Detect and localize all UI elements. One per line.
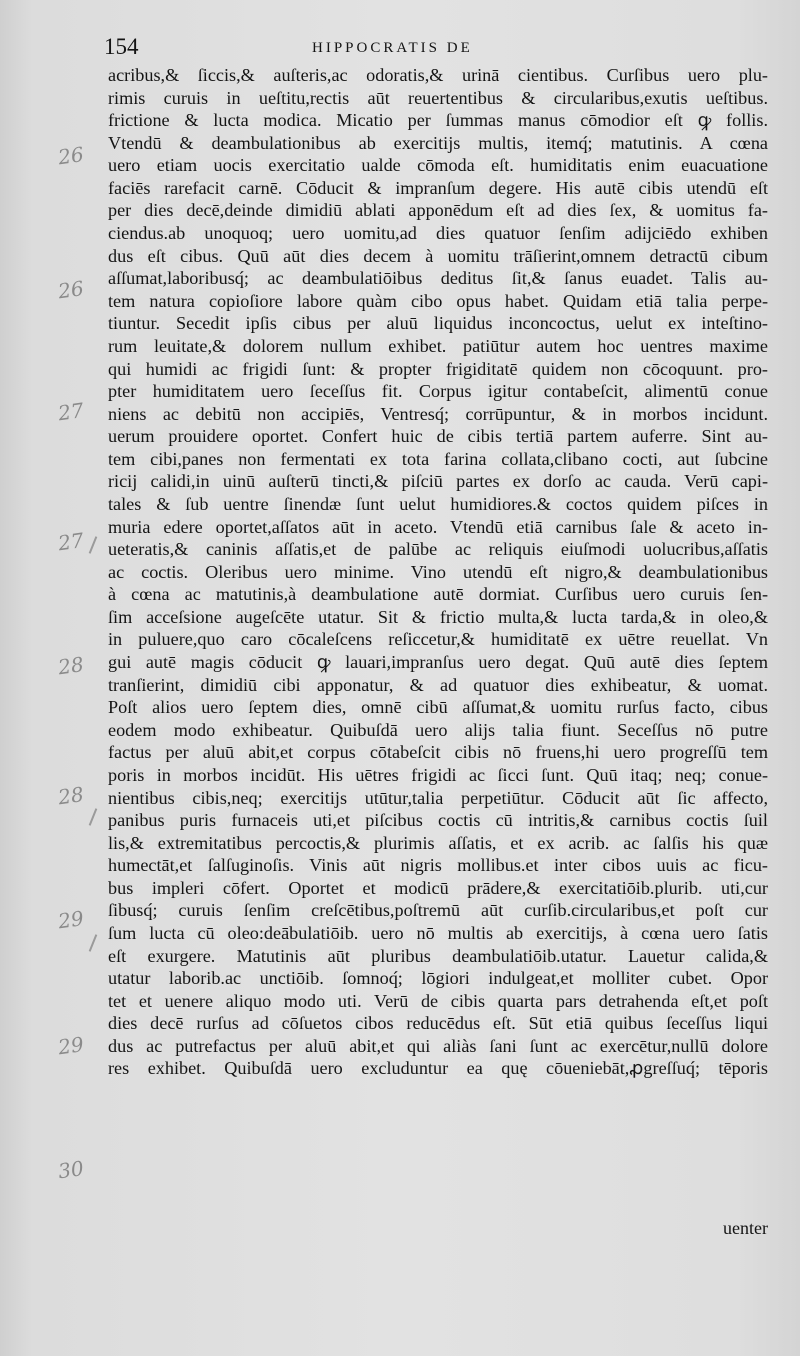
margin-stroke <box>89 934 98 951</box>
text-line: faciēs rarefacit carnē. Cōducit & impranſum degere. His autē cibis utendū eſt <box>108 177 768 198</box>
text-line: ſim acceſsione augeſcēte utatur. Sit & frictio multa,& lucta tarda,& in oleo,& <box>108 606 768 627</box>
text-line: lis,& extremitatibus percoctis,& plurimis aſſatis, et ex acrib. ac ſalſis his quæ <box>108 832 768 853</box>
text-line: à cœna ac matutinis,à deambulatione autē dormiat. Curſibus uero curuis ſen- <box>108 584 768 605</box>
text-line: per dies decē,deinde dimidiū ablati apponēdum eſt ad dies ſex, & uomitus fa- <box>108 200 768 221</box>
margin-note: 27 <box>56 528 86 556</box>
text-line: ſibusq́; curuis ſenſim creſcētibus,poſtremū aūt curſib.circularibus,et poſt cur <box>108 900 768 921</box>
page-header <box>0 34 800 64</box>
text-line: Poſt alios uero ſeptem dies, omnē cibū aſſumat,& uomitu rurſus facto, cibus <box>108 697 768 718</box>
margin-note: 26 <box>56 142 86 170</box>
text-line: ueteratis,& caninis aſſatis,et de palūbe ac reliquis eiuſmodi uolucribus,aſſatis <box>108 539 768 560</box>
margin-note: 27 <box>56 398 86 426</box>
text-line: tiuntur. Secedit ipſis cibus per aluū liquidus inconcoctus, uelut ex inteſtino- <box>108 313 768 334</box>
page-number: 154 <box>104 34 139 59</box>
text-line: gui autē magis cōducit ꝙ lauari,impranſus uero degat. Quū autē dies ſeptem <box>108 652 768 673</box>
text-line: tales & ſub uentre ſinendæ ſunt uelut humidiores.& coctos quidem piſces in <box>108 493 768 514</box>
text-line: tem cibi,panes non fermentati ex tota farina collata,clibano cocti, aut ſubcine <box>108 448 768 469</box>
text-line: ricij calidi,in uinū auſterū tincti,& piſciū partes ex dorſo ac cauda. Verū capi- <box>108 471 768 492</box>
text-line: aſſumat,laboribusq́; ac deambulatiōibus deditus ſit,& ſanus euadet. Talis au- <box>108 268 768 289</box>
text-line: dus ac putrefactus per aluū abit,et qui aliàs ſani ſunt ac exercētur,nullū dolore <box>108 1035 768 1056</box>
text-line: eodem modo exhibeatur. Quibuſdā uero alijs talia fiunt. Seceſſus nō putre <box>108 719 768 740</box>
text-line: utatur laborib.ac unctiōib. ſomnoq́; lōgiori indulgeat,et molliter cubet. Opor <box>108 968 768 989</box>
text-line: in puluere,quo caro cōcaleſcens reſiccetur,& humiditatē ex uētre reuellat. Vn <box>108 629 768 650</box>
margin-note: 28 <box>56 652 86 680</box>
text-line: factus per aluū abit,et corpus cōtabeſcit cibis nō fruens,hi uero progreſſū tem <box>108 742 768 763</box>
text-line: uerum prouidere oportet. Confert huic de cibis tertiā partem auferre. Sint au- <box>108 426 768 447</box>
text-line: ac coctis. Oleribus uero minime. Vino utendū eſt nigro,& deambulationibus <box>108 561 768 582</box>
text-line: dus eſt cibus. Quū aūt dies decem à uomitu trāſierint,omnem detractū cibum <box>108 245 768 266</box>
text-line: eſt exurgere. Matutinis aūt pluribus deambulatiōib.utatur. Lauetur calida,& <box>108 945 768 966</box>
margin-stroke <box>89 808 98 825</box>
text-line: qui humidi ac frigidi ſunt: & propter frigiditatē quidem non cōcoquunt. pro- <box>108 358 768 379</box>
text-line: ciendus.ab unoquoq; uero uomitu,ad dies quatuor ſenſim adijciēdo exhiben <box>108 223 768 244</box>
text-line: rimis curuis in ueſtitu,rectis aūt reuertentibus & circularibus,exutis ueſtibus. <box>108 87 768 108</box>
text-line: rum leuitate,& dolorem nullum exhibet. patiūtur autem hoc uentres maxime <box>108 335 768 356</box>
running-title: HIPPOCRATIS DE <box>312 40 473 56</box>
margin-note: 29 <box>56 906 86 934</box>
text-line: Vtendū & deambulationibus ab exercitijs multis, itemq́; matutinis. A cœna <box>108 132 768 153</box>
text-line: acribus,& ſiccis,& auſteris,ac odoratis,& urinā cientibus. Curſibus uero plu- <box>108 65 768 85</box>
text-line: dies decē rurſus ad cōſuetos cibos reducēdus eſt. Sūt etiā quibus ſeceſſus liqui <box>108 1013 768 1034</box>
margin-note: 28 <box>56 782 86 810</box>
text-line: muria edere oportet,aſſatos aūt in aceto. Vtendū etiā carnibus ſale & aceto in- <box>108 516 768 537</box>
text-line: tet et uenere aliquo modo uti. Verū de cibis quarta pars detrahenda eſt,et poſt <box>108 990 768 1011</box>
text-line: pter humiditatem uero ſeceſſus fit. Corpus igitur contabeſcit, alimentū conue <box>108 381 768 402</box>
text-line: tranſierint, dimidiū cibi apponatur, & ad quatuor dies exhibeatur, & uomat. <box>108 674 768 695</box>
margin-note: 26 <box>56 276 86 304</box>
text-line: panibus puris furnaceis uti,et piſcibus coctis cū intritis,& carnibus coctis ſuil <box>108 810 768 831</box>
catchword: uenter <box>723 1218 768 1238</box>
text-line: res exhibet. Quibuſdā uero excluduntur ea quę cōueniebāt,ꝓgreſſuq́; tēporis <box>108 1058 768 1079</box>
text-line: niens ac debitū non accipiēs, Ventresq́; corrūpuntur, & in morbos incidunt. <box>108 403 768 424</box>
text-line: nientibus cibis,neq; exercitijs utūtur,talia perpetiūtur. Cōducit aūt ſic affecto, <box>108 787 768 808</box>
text-line: poris in morbos incidūt. His uētres frigidi ac ſicci ſunt. Quū itaq; neq; conue- <box>108 764 768 785</box>
text-line: bus impleri cōfert. Oportet et modicū prādere,& exercitatiōib.plurib. uti,cur <box>108 877 768 898</box>
margin-note: 29 <box>56 1032 86 1060</box>
text-line: tem natura copioſiore labore quàm cibo opus habet. Quidam etiā talia perpe- <box>108 290 768 311</box>
text-line: frictione & lucta modica. Micatio per ſummas manus cōmodior eſt ꝙ follis. <box>108 110 768 131</box>
text-line: ſum lucta cū oleo:deābulatiōib. uero nō multis ab exercitijs, à cœna uero ſatis <box>108 922 768 943</box>
text-line: humectāt,et ſalſuginoſis. Vinis aūt nigris mollibus.et inter cibos uuis ac ficu- <box>108 855 768 876</box>
text-line: uero etiam uocis exercitatio ualde cōmoda eſt. humiditatis enim euacuatione <box>108 155 768 176</box>
margin-notes <box>0 0 110 1356</box>
margin-note: 30 <box>56 1156 86 1184</box>
body-text <box>108 64 768 1080</box>
